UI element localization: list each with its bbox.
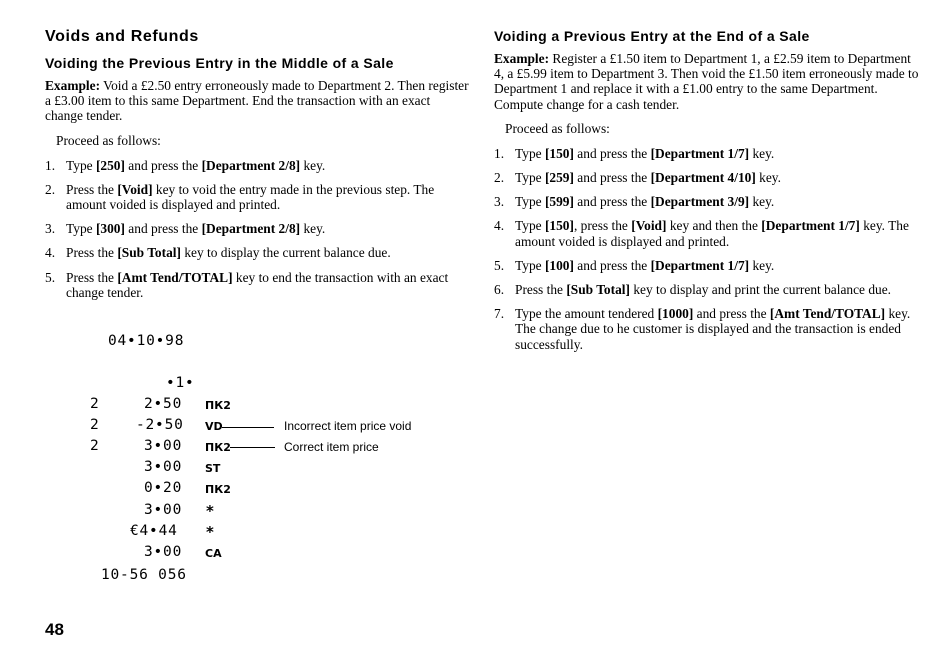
step-item bbox=[494, 170, 919, 185]
step-text: Type bbox=[515, 218, 545, 234]
step-number: 3. bbox=[494, 194, 505, 210]
step-text: and press the bbox=[573, 170, 651, 186]
step-text: Type bbox=[66, 221, 96, 237]
step-number: 2. bbox=[45, 181, 56, 197]
step-text: Press the bbox=[515, 282, 567, 298]
steps-list bbox=[494, 146, 919, 352]
step-text: key and then the bbox=[666, 218, 762, 234]
step-item bbox=[45, 245, 470, 260]
receipt-symbol: ПК2 bbox=[205, 441, 231, 454]
receipt-amount: €4•44 bbox=[130, 523, 178, 539]
step-text: key. The change due to he customer is displayed and the transaction is ended successfully. bbox=[515, 306, 911, 352]
key-name: [Department 2/8] bbox=[201, 221, 301, 237]
subsection-title-end-of-sale: Voiding a Previous Entry at the End of a Sale bbox=[494, 28, 810, 44]
step-text: , press the bbox=[573, 218, 632, 234]
receipt-date: 04•10•98 bbox=[108, 333, 185, 349]
step-text: and press the bbox=[573, 194, 651, 210]
key-name: [Department 2/8] bbox=[201, 157, 301, 173]
step-text: key. bbox=[749, 194, 775, 210]
step-item bbox=[494, 194, 919, 209]
step-number: 4. bbox=[45, 245, 56, 261]
step-text: Press the bbox=[66, 245, 118, 261]
step-item bbox=[494, 306, 919, 352]
receipt-symbol: * bbox=[206, 523, 214, 541]
key-name: [Void] bbox=[117, 181, 153, 197]
right-column bbox=[494, 28, 919, 361]
example-label: Example: bbox=[494, 51, 550, 66]
step-number: 7. bbox=[494, 306, 505, 322]
example-label: Example: bbox=[45, 78, 101, 93]
key-name: [Department 1/7] bbox=[650, 257, 750, 273]
step-text: and press the bbox=[124, 221, 202, 237]
receipt-symbol: CA bbox=[205, 547, 222, 560]
key-name: [Void] bbox=[631, 218, 667, 234]
key-name: [259] bbox=[544, 170, 574, 186]
step-text: key. The amount voided is displayed and printed. bbox=[515, 218, 909, 249]
step-number: 1. bbox=[45, 157, 56, 173]
key-name: [Department 1/7] bbox=[650, 145, 750, 161]
step-text: and press the bbox=[124, 157, 202, 173]
example-text: Void a £2.50 entry erroneously made to Department 2. Then register a £3.00 item to this same Department. End the transaction with an exact change tender. bbox=[45, 78, 469, 124]
step-text: key. bbox=[749, 257, 775, 273]
key-name: [Department 3/9] bbox=[650, 194, 750, 210]
key-name: [Sub Total] bbox=[566, 282, 630, 298]
receipt-qty: 2 bbox=[90, 396, 100, 412]
step-text: key. bbox=[755, 170, 781, 186]
key-name: [599] bbox=[544, 194, 574, 210]
receipt-amount: 2•50 bbox=[144, 396, 183, 412]
example-text: Register a £1.50 item to Department 1, a £2.59 item to Department 4, a £5.99 item to Department 3. Then void the £1.50 item erroneously made to Department 1 and replace it with a £1.00 entry to the same Department. Compute change for a cash tender. bbox=[494, 51, 919, 112]
receipt-qty: 2 bbox=[90, 417, 100, 433]
step-item bbox=[494, 146, 919, 161]
annotation-leader-line bbox=[222, 427, 274, 428]
step-text: key. bbox=[749, 145, 775, 161]
step-text: Type bbox=[515, 145, 545, 161]
example-paragraph bbox=[45, 78, 470, 124]
step-number: 2. bbox=[494, 170, 505, 186]
example-paragraph bbox=[494, 51, 919, 112]
proceed-text: Proceed as follows: bbox=[56, 132, 161, 148]
receipt-amount: 3•00 bbox=[144, 438, 183, 454]
receipt-amount: 3•00 bbox=[144, 502, 183, 518]
receipt-qty: 2 bbox=[90, 438, 100, 454]
key-name: [250] bbox=[95, 157, 125, 173]
annotation-leader-line bbox=[230, 447, 275, 448]
key-name: [Sub Total] bbox=[117, 245, 181, 261]
key-name: [Amt Tend/TOTAL] bbox=[769, 306, 886, 322]
key-name: [Department 4/10] bbox=[650, 170, 756, 186]
receipt-symbol: * bbox=[206, 502, 214, 520]
step-item bbox=[45, 182, 470, 212]
step-number: 3. bbox=[45, 221, 56, 237]
step-number: 5. bbox=[45, 269, 56, 285]
step-item bbox=[494, 258, 919, 273]
step-number: 1. bbox=[494, 145, 505, 161]
step-text: Type bbox=[515, 257, 545, 273]
step-number: 5. bbox=[494, 257, 505, 273]
step-text: Type bbox=[66, 157, 96, 173]
receipt-symbol: ПК2 bbox=[205, 399, 231, 412]
step-item bbox=[45, 221, 470, 236]
annotation-correct-price: Correct item price bbox=[284, 440, 379, 454]
key-name: [100] bbox=[544, 257, 574, 273]
step-text: Press the bbox=[66, 269, 118, 285]
receipt-amount: 3•00 bbox=[144, 544, 183, 560]
left-column bbox=[45, 28, 470, 309]
step-item bbox=[45, 158, 470, 173]
key-name: [300] bbox=[95, 221, 125, 237]
receipt-symbol: VD bbox=[205, 420, 223, 433]
receipt-amount: 0•20 bbox=[144, 480, 183, 496]
step-text: key. bbox=[300, 221, 326, 237]
step-text: key to void the entry made in the previous step. The amount voided is displayed and printed. bbox=[66, 181, 435, 213]
steps-list bbox=[45, 158, 470, 300]
step-text: Type the amount tendered bbox=[515, 306, 658, 322]
step-number: 4. bbox=[494, 218, 505, 234]
receipt-count: •1• bbox=[166, 375, 195, 391]
step-text: Type bbox=[515, 170, 545, 186]
section-title: Voids and Refunds bbox=[45, 28, 199, 45]
step-text: key to display the current balance due. bbox=[180, 245, 391, 261]
step-number: 6. bbox=[494, 282, 505, 298]
receipt-amount: 3•00 bbox=[144, 459, 183, 475]
step-item bbox=[494, 282, 919, 297]
key-name: [Department 1/7] bbox=[761, 218, 860, 234]
page-number: 48 bbox=[45, 620, 64, 639]
step-text: Type bbox=[515, 194, 545, 210]
step-item bbox=[45, 270, 470, 300]
receipt-amount: -2•50 bbox=[136, 417, 184, 433]
key-name: [150] bbox=[544, 145, 574, 161]
step-text: key to display and print the current balance due. bbox=[629, 282, 891, 298]
step-text: and press the bbox=[573, 145, 651, 161]
receipt-symbol: ПК2 bbox=[205, 483, 231, 496]
step-text: and press the bbox=[573, 257, 651, 273]
receipt-symbol: ST bbox=[205, 462, 221, 475]
key-name: [1000] bbox=[657, 306, 694, 322]
step-text: key. bbox=[300, 157, 326, 173]
key-name: [Amt Tend/TOTAL] bbox=[117, 269, 233, 285]
annotation-void: Incorrect item price void bbox=[284, 419, 412, 433]
proceed-text: Proceed as follows: bbox=[505, 120, 610, 136]
step-item bbox=[494, 218, 919, 248]
step-text: Press the bbox=[66, 181, 118, 197]
subsection-title-middle-of-sale: Voiding the Previous Entry in the Middle of a Sale bbox=[45, 55, 394, 71]
step-text: and press the bbox=[693, 306, 770, 322]
step-text: key to end the transaction with an exact change tender. bbox=[66, 269, 449, 300]
key-name: [150] bbox=[544, 218, 574, 234]
receipt-footer: 10-56 056 bbox=[101, 567, 187, 583]
